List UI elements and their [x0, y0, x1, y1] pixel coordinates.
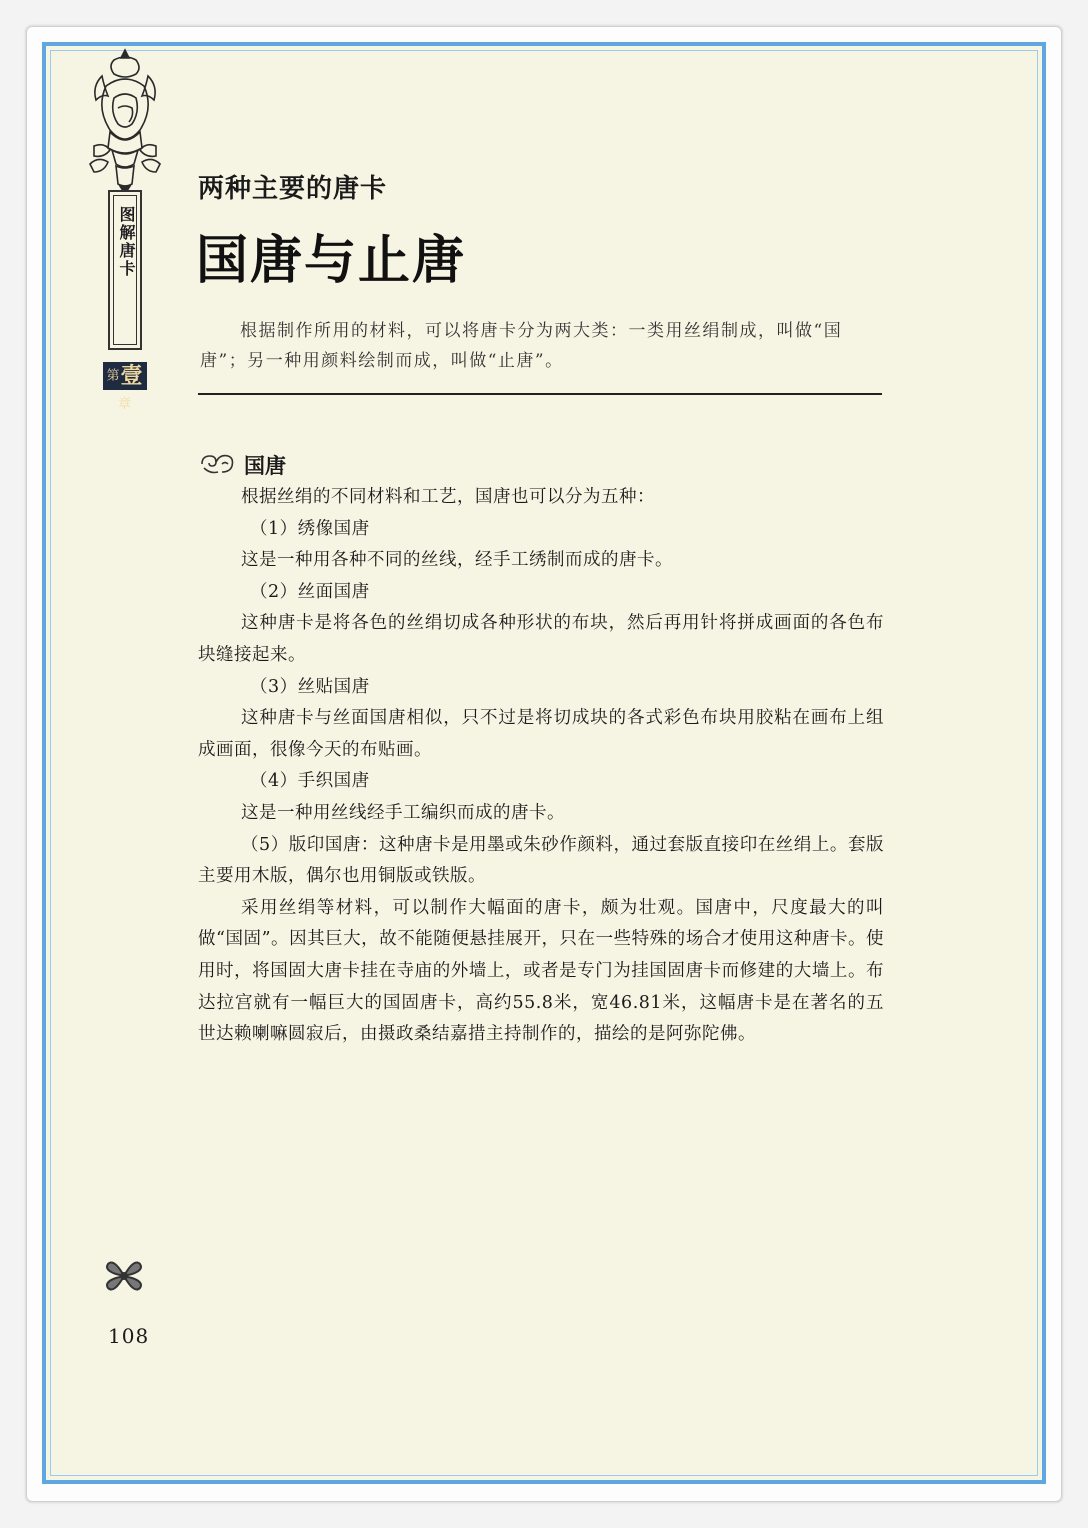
chapter-badge-prefix: 第	[106, 368, 121, 384]
page-title: 国唐与止唐	[196, 231, 467, 291]
body-paragraph: 这是一种用丝线经手工编织而成的唐卡。	[241, 802, 565, 823]
body-paragraph: 这种唐卡与丝面国唐相似，只不过是将切成块的各式彩色布块用胶粘在画布上组成画面，很像今天的布贴画。	[198, 708, 884, 760]
book-title-text: 图解唐卡	[117, 206, 136, 278]
list-item-heading: （4）手织国唐	[250, 771, 370, 792]
page-subtitle: 两种主要的唐卡	[198, 174, 388, 204]
body-paragraph: 根据丝绢的不同材料和工艺，国唐也可以分为五种：	[241, 487, 655, 507]
conch-shell-ornament-icon	[84, 46, 166, 196]
book-title-vertical-label	[108, 190, 142, 350]
endless-knot-icon	[102, 1254, 146, 1298]
section-title: 国唐	[244, 454, 286, 478]
page-number: 108	[108, 1324, 150, 1348]
chapter-badge	[103, 362, 147, 412]
chapter-badge-number: 壹	[120, 363, 144, 389]
intro-paragraph: 根据制作所用的材料，可以将唐卡分为两大类：一类用丝绢制成，叫做“国唐”；另一种用颜料绘制而成，叫做“止唐”。	[200, 321, 843, 371]
cloud-scroll-icon	[198, 452, 236, 476]
list-item-heading: （3）丝贴国唐	[250, 676, 370, 697]
body-paragraph: （5）版印国唐：这种唐卡是用墨或朱砂作颜料，通过套版直接印在丝绢上。套版主要用木版，偶尔也用铜版或铁版。	[198, 834, 884, 887]
divider-rule	[198, 393, 882, 395]
body-paragraph: 这种唐卡是将各色的丝绢切成各种形状的布块，然后再用针将拼成画面的各色布块缝接起来。	[198, 613, 884, 665]
body-paragraph: 采用丝绢等材料，可以制作大幅面的唐卡，颇为壮观。国唐中，尺度最大的叫做“国固”。因其巨大，故不能随便悬挂展开，只在一些特殊的场合才使用这种唐卡。使用时，将国固大唐卡挂在寺庙的外墙上，或者是专门为挂国固唐卡而修建的大墙上。布达拉宫就有一幅巨大的国固唐卡，高约55.8米，宽46.81米，这幅唐卡是在著名的五世达赖喇嘛圆寂后，由摄政桑结嘉措主持制作的，描绘的是阿弥陀佛。	[198, 897, 884, 1045]
chapter-badge-suffix: 章	[117, 396, 132, 412]
list-item-heading: （1）绣像国唐	[250, 518, 370, 539]
body-paragraph: 这是一种用各种不同的丝线，经手工绣制而成的唐卡。	[241, 550, 673, 571]
section-body	[198, 482, 884, 1051]
list-item-heading: （2）丝面国唐	[250, 581, 370, 602]
